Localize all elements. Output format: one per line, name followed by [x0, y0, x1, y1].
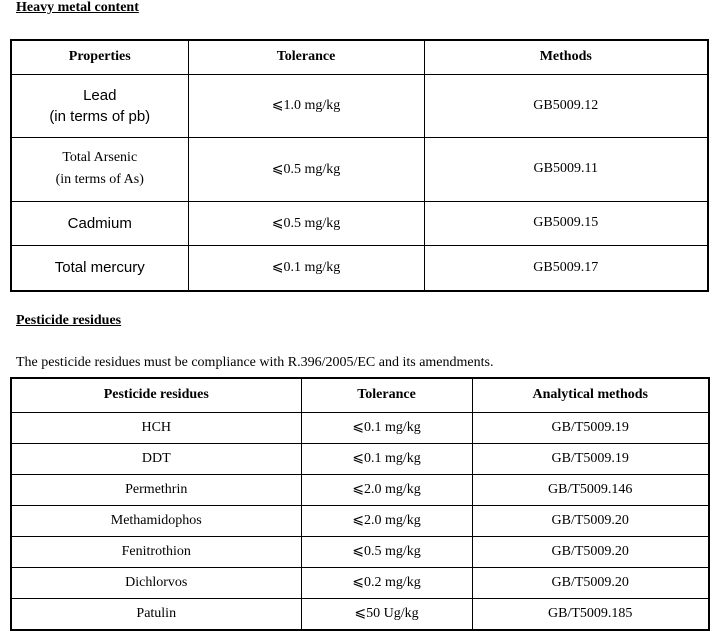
table-row — [11, 443, 709, 474]
table-row — [11, 536, 709, 567]
method-cell: GB/T5009.20 — [472, 567, 709, 598]
property-cell: Total mercury — [11, 245, 188, 291]
method-cell: GB5009.17 — [424, 245, 708, 291]
heavy-metal-heading: Heavy metal content — [16, 0, 139, 15]
pesticide-table — [10, 377, 710, 631]
tolerance-cell: ⩽0.5 mg/kg — [188, 137, 424, 201]
table-row — [11, 474, 709, 505]
column-header-analytical-methods: Analytical methods — [472, 378, 709, 412]
pesticide-name-cell: DDT — [11, 443, 301, 474]
heavy-metal-table — [10, 39, 709, 292]
property-name: Total Arsenic — [62, 150, 138, 165]
tolerance-cell: ⩽0.2 mg/kg — [301, 567, 472, 598]
method-cell: GB/T5009.146 — [472, 474, 709, 505]
pesticide-note: The pesticide residues must be compliance with R.396/2005/EC and its amendments. — [16, 355, 494, 370]
table-header-row — [11, 40, 708, 74]
property-qualifier: (in terms of pb) — [49, 107, 151, 125]
method-cell: GB5009.12 — [424, 74, 708, 137]
pesticide-heading: Pesticide residues — [16, 313, 122, 328]
tolerance-cell: ⩽0.5 mg/kg — [188, 201, 424, 245]
pesticide-name-cell: HCH — [11, 412, 301, 443]
pesticide-name-cell: Patulin — [11, 598, 301, 630]
method-cell: GB/T5009.19 — [472, 443, 709, 474]
property-cell: Cadmium — [11, 201, 188, 245]
method-cell: GB/T5009.20 — [472, 536, 709, 567]
pesticide-name-cell: Fenitrothion — [11, 536, 301, 567]
tolerance-cell: ⩽0.5 mg/kg — [301, 536, 472, 567]
table-row — [11, 598, 709, 630]
table-row — [11, 74, 708, 137]
column-header-tolerance: Tolerance — [301, 378, 472, 412]
table-row — [11, 412, 709, 443]
method-cell: GB/T5009.20 — [472, 505, 709, 536]
table-row — [11, 245, 708, 291]
table-row — [11, 201, 708, 245]
column-header-methods: Methods — [424, 40, 708, 74]
table-header-row — [11, 378, 709, 412]
table-row — [11, 567, 709, 598]
pesticide-name-cell: Dichlorvos — [11, 567, 301, 598]
property-cell — [11, 74, 188, 137]
method-cell: GB/T5009.19 — [472, 412, 709, 443]
tolerance-cell: ⩽1.0 mg/kg — [188, 74, 424, 137]
method-cell: GB/T5009.185 — [472, 598, 709, 630]
table-row — [11, 505, 709, 536]
method-cell: GB5009.11 — [424, 137, 708, 201]
method-cell: GB5009.15 — [424, 201, 708, 245]
pesticide-name-cell: Methamidophos — [11, 505, 301, 536]
tolerance-cell: ⩽0.1 mg/kg — [188, 245, 424, 291]
property-name: Lead — [83, 86, 117, 104]
tolerance-cell: ⩽0.1 mg/kg — [301, 412, 472, 443]
column-header-properties: Properties — [11, 40, 188, 74]
property-qualifier: (in terms of As) — [55, 172, 144, 187]
table-row — [11, 137, 708, 201]
tolerance-cell: ⩽2.0 mg/kg — [301, 474, 472, 505]
tolerance-cell: ⩽0.1 mg/kg — [301, 443, 472, 474]
property-cell — [11, 137, 188, 201]
tolerance-cell: ⩽50 Ug/kg — [301, 598, 472, 630]
column-header-pesticide: Pesticide residues — [11, 378, 301, 412]
column-header-tolerance: Tolerance — [188, 40, 424, 74]
tolerance-cell: ⩽2.0 mg/kg — [301, 505, 472, 536]
pesticide-name-cell: Permethrin — [11, 474, 301, 505]
